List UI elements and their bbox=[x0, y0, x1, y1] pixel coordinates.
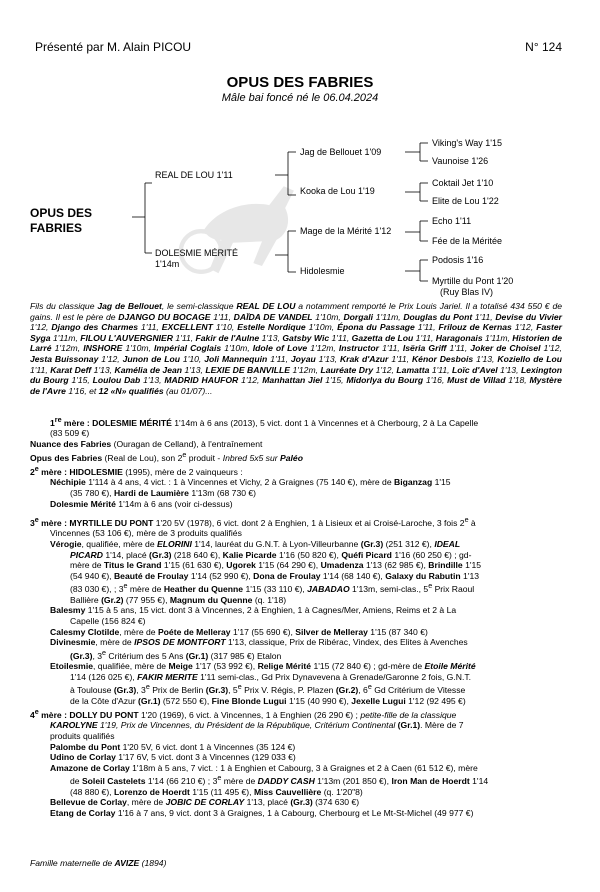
presenter-text: Présenté par M. Alain PICOU bbox=[35, 40, 192, 54]
section-line: Ballière (Gr.2) (77 955 €), Magnum du Quenne (q. 1'18) bbox=[70, 594, 287, 605]
section-line: (Gr.3), 3e Critérium des 5 Ans (Gr.1) (317 985 €) Etalon bbox=[70, 648, 282, 661]
section-line: de la Côte d'Azur (Gr.1) (572 550 €), Fine Blonde Lugui 1'15 (40 990 €), Jexelle Lugui 1'12 (92 495 €) bbox=[70, 695, 466, 706]
pedigree-horse-name-line1: OPUS DES bbox=[30, 206, 93, 220]
maternal-family-note: Famille maternelle de AVIZE (1894) bbox=[30, 858, 167, 868]
pedigree-sire-dam: Kooka de Lou 1'19 bbox=[300, 186, 375, 196]
section-line: Vincennes (53 106 €), mère de 3 produits qualifiés bbox=[50, 528, 242, 539]
lot-number: N° 124 bbox=[525, 40, 562, 54]
pedigree-sds: Coktail Jet 1'10 bbox=[432, 178, 494, 188]
section-line: 4e mère : DOLLY DU PONT 1'20 (1969), 6 vict. à Vincennes, 1 à Enghien (26 290 €) ; petite-fille de la classique bbox=[30, 708, 457, 720]
section-line: Opus des Fabries (Real de Lou), son 2e produit - Inbred 5x5 sur Paléo bbox=[30, 450, 303, 463]
section-line: (48 880 €), Lorenzo de Hoerdt 1'15 (11 495 €), Miss Cauvellière (q. 1'20"8) bbox=[70, 786, 363, 797]
pedigree-dsd: Fée de la Méritée bbox=[432, 236, 503, 246]
pedigree-dds: Podosis 1'16 bbox=[432, 255, 484, 265]
section-line: (83 509 €) bbox=[50, 428, 90, 439]
section-line: 1re mère : DOLESMIE MÉRITÉ 1'14m à 6 ans (2013), 5 vict. dont 1 à Vincennes et à Cherbourg, 2 à La Capelle bbox=[50, 416, 479, 428]
section-line: 2e mère : HIDOLESMIE (1995), mère de 2 vainqueurs : bbox=[30, 465, 243, 477]
fourth-dam-section bbox=[30, 707, 562, 819]
section-line: à Toulouse (Gr.3), 3e Prix de Berlin (Gr.3), 5e Prix V. Régis, P. Plazen (Gr.2), 6e Gd Critérium de Vitesse bbox=[70, 683, 466, 696]
pedigree-dss: Echo 1'11 bbox=[432, 216, 472, 226]
first-dam-section bbox=[30, 415, 562, 463]
pedigree-ddd-line2: (Ruy Blas IV) bbox=[440, 287, 494, 297]
second-dam-section bbox=[30, 464, 562, 509]
section-line: Calesmy Clotilde, mère de Poéte de Melleray 1'17 (55 690 €), Silver de Melleray 1'15 (87 340 €) bbox=[50, 626, 428, 637]
third-dam-section bbox=[30, 515, 562, 707]
pedigree-dam-sire: Mage de la Mérité 1'12 bbox=[300, 226, 392, 236]
section-line: Capelle (156 824 €) bbox=[70, 616, 146, 627]
pedigree-dam-line1: DOLESMIE MÉRITÉ bbox=[155, 248, 239, 258]
pedigree-sss: Viking's Way 1'15 bbox=[432, 138, 502, 148]
section-line: KAROLYNE 1'19, Prix de Vincennes, du Président de la République, Critérium Continental (Gr.1). Mère de 7 bbox=[50, 720, 464, 731]
section-line: produits qualifiés bbox=[50, 731, 115, 742]
section-line: Amazone de Corlay 1'18m à 5 ans, 7 vict. : 1 à Enghien et Cabourg, 3 à Graignes et 2 à Caen (61 512 €), mère bbox=[50, 762, 478, 773]
pedigree-sire: REAL DE LOU 1'11 bbox=[155, 170, 233, 180]
section-line: Udino de Corlay 1'17 6V, 5 vict. dont 3 à Vincennes (129 033 €) bbox=[50, 752, 296, 763]
section-line: Divinesmie, mère de IPSOS DE MONTFORT 1'13, classique, Prix de Ribérac, Vindex, des Elites à Avenches bbox=[50, 637, 468, 648]
pedigree-ddd bbox=[432, 276, 513, 298]
section-line: mère de Titus le Grand 1'15 (61 630 €), Ugorek 1'15 (64 290 €), Umadenza 1'13 (62 985 €), Brindille 1'15 bbox=[70, 560, 482, 571]
pedigree-dam bbox=[155, 248, 238, 270]
section-line: de Soleil Castelets 1'14 (66 210 €) ; 3e mère de DADDY CASH 1'13m (201 850 €), Iron Man de Hoerdt 1'14 bbox=[70, 774, 489, 787]
pedigree-horse-name-line2: FABRIES bbox=[30, 221, 83, 235]
section-line: Nuance des Fabries (Ouragan de Celland), à l'entraînement bbox=[30, 439, 263, 450]
section-line: PICARD 1'14, placé (Gr.3) (218 640 €), Kalie Picarde 1'16 (50 820 €), Quéfi Picard 1'16 (60 250 €) ; gd- bbox=[70, 549, 472, 560]
section-line: Dolesmie Mérité 1'14m à 6 ans (voir ci-dessus) bbox=[50, 498, 233, 509]
section-line: (83 030 €), ; 3e mère de Heather du Quenne 1'15 (33 110 €), JABADAO 1'13m, semi-clas., 5e Prix Raoul bbox=[70, 582, 475, 595]
pedigree-ddd-line1: Myrtille du Pont 1'20 bbox=[432, 276, 514, 286]
section-line: Balesmy 1'15 à 5 ans, 15 vict. dont 3 à Vincennes, 2 à Enghien, 1 à Cagnes/Mer, Amiens, Reims et 2 à La bbox=[50, 605, 457, 616]
section-line: Néchipie 1'114 à 4 ans, 4 vict. : 1 à Vincennes et Vichy, 2 à Graignes (75 140 €), mère de Biganzag 1'15 bbox=[50, 477, 451, 488]
section-line: (35 780 €), Hardi de Laumière 1'13m (68 730 €) bbox=[70, 488, 257, 499]
pedigree-dam-line2: 1'14m bbox=[155, 259, 180, 269]
pedigree-sire-sire: Jag de Bellouet 1'09 bbox=[300, 147, 382, 157]
sire-description: Fils du classique Jag de Bellouet, le semi-classique REAL DE LOU a notamment remporté le Prix Louis Jariel. Il a totalisé 434 550 € de gains. Il est le père de DJANGO DU BOCAGE 1'11, DAÏDA DE VANDEL 1'10m, Dorgali 1'11m, Douglas du Pont 1'11, Devise du Vivier 1'12, Django des Charmes 1'11, EXCELLENT 1'10, Estelle Nordique 1'10m, Épona du Passage 1'11, Frilouz de Kernas 1'12, Faster Syga 1'11m, FILOU L'AUVERGNIER 1'11, Fakir de l'Aulne 1'13, Gatsby Wic 1'11, Gazetta de Lou 1'11, Haragonais 1'11m, Historien de Larré 1'12m, INSHORE 1'10m, Impérial Coglais 1'10m, Idole of Love 1'12m, Instructor 1'11, Isëria Griff 1'11, Joker de Choisel 1'12, Jesta Buissonay 1'12, Junon de Lou 1'10, Joli Mannequin 1'11, Joyau 1'13, Krak d'Azur 1'11, Kénor Desbois 1'13, Koziello de Lou 1'11, Karat Deff 1'13, Kamélia de Jean 1'13, LEXIE DE BANVILLE 1'12m, Lauréate Dry 1'12, Lamatta 1'11, Loïc d'Avel 1'13, Lexington du Bourg 1'15, Loulou Dab 1'13, MADRID HAUFOR 1'12, Manhattan Jiel 1'15, Midorlya du Bourg 1'16, Must de Villad 1'18, Mystère de l'Avre 1'16, et 12 «N» qualifiés (au 01/07)... bbox=[30, 301, 563, 396]
horse-description: Mâle bai foncé né le 06.04.2024 bbox=[221, 92, 379, 104]
section-line: Palombe du Pont 1'20 5V, 6 vict. dont 1 à Vincennes (35 124 €) bbox=[50, 741, 296, 752]
section-line: Vérogie, qualifiée, mère de ELORINI 1'14, lauréat du G.N.T. à Lyon-Villeurbanne (Gr.3) (251 312 €), IDEAL bbox=[50, 539, 461, 550]
pedigree-horse-name bbox=[30, 206, 92, 236]
section-line: Etang de Corlay 1'16 à 7 ans, 9 vict. dont 3 à Graignes, 1 à Cabourg, Cherbourg et Le Mt-St-Michel (49 977 €) bbox=[50, 808, 474, 819]
pedigree-dam-dam: Hidolesmie bbox=[300, 266, 345, 276]
pedigree-ssd: Vaunoise 1'26 bbox=[432, 156, 489, 166]
section-line: 1'14 (126 025 €), FAKIR MERITE 1'11 semi-clas., Gd Prix Dynavevena à Grenade/Garonne 2 fois, G.N.T. bbox=[70, 671, 472, 682]
pedigree-sdd: Elite de Lou 1'22 bbox=[432, 196, 499, 206]
section-line: Etoilesmie, qualifiée, mère de Meige 1'17 (53 992 €), Relige Mérité 1'15 (72 840 €) ; gd-mère de Etoile Mérité bbox=[50, 661, 476, 672]
horse-title: OPUS DES FABRIES bbox=[226, 74, 374, 91]
section-line: Bellevue de Corlay, mère de JOBIC DE CORLAY 1'13, placé (Gr.3) (374 630 €) bbox=[50, 797, 360, 808]
section-line: (54 940 €), Beauté de Froulay 1'14 (52 990 €), Dona de Froulay 1'14 (68 140 €), Galaxy du Rabutin 1'13 bbox=[70, 570, 480, 581]
section-line: 3e mère : MYRTILLE DU PONT 1'20 5V (1978), 6 vict. dont 2 à Enghien, 1 à Lisieux et ai Croisé-Laroche, 3 fois 2e à bbox=[30, 516, 476, 528]
